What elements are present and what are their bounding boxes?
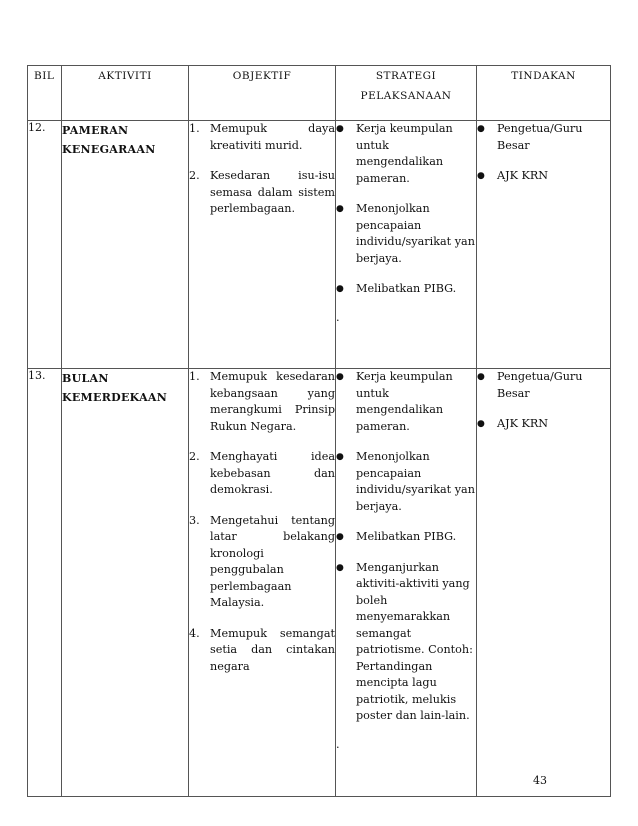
objective-text: Kesedaran isu-isu semasa dalam sistem perlembagaan.	[210, 169, 335, 215]
strategy-item	[336, 121, 476, 187]
strategy-cell	[336, 369, 477, 797]
action-item	[477, 369, 610, 402]
bullet-icon: ●	[336, 204, 344, 214]
strategy-trailing-dot: .	[336, 737, 340, 751]
strategy-item	[336, 281, 476, 298]
page-number: 43	[533, 774, 547, 787]
bullet-icon: ●	[477, 124, 485, 134]
strategy-item	[336, 560, 476, 725]
bullet-icon: ●	[477, 171, 485, 181]
strategy-trailing-dot: .	[336, 310, 340, 324]
objective-number: 2.	[189, 450, 200, 463]
row-number: 12.	[28, 121, 62, 369]
strategy-item	[336, 449, 476, 515]
action-item	[477, 121, 610, 154]
action-cell	[477, 369, 611, 797]
activity-name: PAMERAN KENEGARAAN	[62, 121, 189, 369]
strategy-text: Kerja keumpulan untuk mengendalikan pameran.	[356, 370, 453, 433]
header-bil: BIL	[28, 66, 62, 121]
objective-item	[189, 168, 335, 218]
action-text: Pengetua/Guru Besar	[497, 370, 583, 400]
strategy-cell	[336, 121, 477, 369]
header-strategi-line2: PELAKSANAAN	[360, 90, 452, 102]
header-strategi-line1: STRATEGI	[375, 70, 437, 82]
table-row	[28, 121, 611, 369]
strategy-text: Menganjurkan aktiviti-aktiviti yang boleh menyemarakkan semangat patriotisme. Contoh: Pertandingan mencipta lagu patriotik, melukis poster dan lain-lain.	[356, 560, 473, 722]
strategy-text: Kerja keumpulan untuk mengendalikan pameran.	[356, 122, 453, 185]
header-aktiviti: AKTIVITI	[62, 66, 189, 121]
header-strategi	[336, 66, 477, 121]
activity-name: BULAN KEMERDEKAAN	[62, 369, 189, 797]
objective-text: Memupuk semangat setia dan cintakan negara	[210, 626, 335, 673]
objective-number: 1.	[189, 122, 200, 135]
objective-number: 1.	[189, 370, 200, 383]
action-item	[477, 416, 610, 433]
objectives-cell	[189, 369, 336, 797]
objective-item	[189, 369, 335, 435]
table-header-row	[28, 66, 611, 121]
objective-text: Menghayati idea kebebasan dan demokrasi.	[210, 450, 335, 496]
objective-text: Memupuk kesedaran kebangsaan yang merangkumi Prinsip Rukun Negara.	[210, 370, 335, 433]
table-row	[28, 369, 611, 797]
bullet-icon: ●	[336, 532, 344, 542]
objective-number: 2.	[189, 169, 200, 182]
strategy-text: Menonjolkan pencapaian individu/syarikat yan berjaya.	[356, 450, 475, 513]
objective-item	[189, 626, 335, 676]
objective-text: Mengetahui tentang latar belakang kronologi penggubalan perlembagaan Malaysia.	[210, 513, 335, 609]
action-item	[477, 168, 610, 185]
objectives-cell	[189, 121, 336, 369]
row-number: 13.	[28, 369, 62, 797]
strategy-item	[336, 529, 476, 546]
bullet-icon: ●	[336, 124, 344, 134]
objective-item	[189, 449, 335, 499]
bullet-icon: ●	[336, 284, 344, 294]
strategy-text: Melibatkan PIBG.	[356, 530, 457, 543]
header-objektif: OBJEKTIF	[189, 66, 336, 121]
bullet-icon: ●	[336, 562, 344, 573]
objective-item	[189, 513, 335, 612]
strategy-item	[336, 201, 476, 267]
action-cell	[477, 121, 611, 369]
objective-number: 4.	[189, 626, 200, 640]
action-text: AJK KRN	[497, 169, 549, 182]
bullet-icon: ●	[336, 452, 344, 462]
bullet-icon: ●	[477, 372, 485, 382]
objective-number: 3.	[189, 513, 200, 527]
objective-text: Memupuk daya kreativiti murid.	[210, 122, 335, 152]
action-text: AJK KRN	[497, 417, 549, 430]
objective-item	[189, 121, 335, 154]
strategy-text: Menonjolkan pencapaian individu/syarikat yan berjaya.	[356, 202, 475, 265]
strategy-item	[336, 369, 476, 435]
bullet-icon: ●	[336, 372, 344, 382]
bullet-icon: ●	[477, 419, 485, 429]
header-tindakan: TINDAKAN	[477, 66, 611, 121]
activity-table	[27, 65, 611, 797]
action-text: Pengetua/Guru Besar	[497, 122, 583, 152]
strategy-text: Melibatkan PIBG.	[356, 282, 457, 295]
